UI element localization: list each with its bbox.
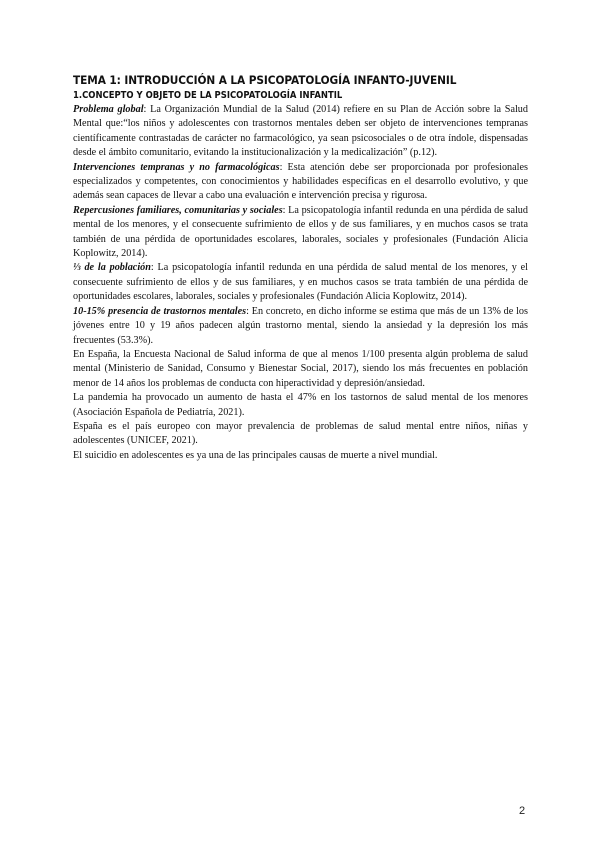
paragraph-tercio-poblacion [73, 261, 528, 304]
paragraph-presencia-trastornos [73, 305, 528, 348]
paragraph-text: La pandemia ha provocado un aumento de hasta el 47% en los tastornos de salud mental de los menores (Asociación Española de Pediatría, 2021). [73, 392, 528, 418]
paragraph-lead: Problema global [73, 104, 144, 115]
paragraph-lead: Repercusiones familiares, comunitarias y sociales [73, 204, 283, 216]
paragraph-text: : La psicopatología infantil redunda en una pérdida de salud mental de los menores, y el consecuente sufrimiento de ellos y de sus familiares, y en muchos casos se trata también de una pérdida de oportunidades escolares, laborales, sociales y profesionales (Fundación Alicia Koplowitz, 2014). [73, 204, 528, 260]
paragraph-text: España es el país europeo con mayor prevalencia de problemas de salud mental entre niños, niñas y adolescentes (UNICEF, 2021). [73, 420, 528, 447]
paragraph-text: : En concreto, en dicho informe se estima que más de un 13% de los jóvenes entre 10 y 19 años padecen algún trastorno mental, siendo la ansiedad y la depresión los más frecuentes (53.3%). [73, 305, 528, 346]
paragraph-problema-global [73, 103, 528, 161]
paragraph-suicidio [73, 449, 528, 463]
paragraph-lead: Intervenciones tempranas y no farmacológicas [73, 161, 280, 173]
paragraph-text: El suicidio en adolescentes es ya una de las principales causas de muerte a nivel mundial. [73, 449, 438, 461]
paragraph-pandemia [73, 391, 528, 420]
paragraph-intervenciones [73, 161, 528, 204]
paragraph-text: En España, la Encuesta Nacional de Salud informa de que al menos 1/100 presenta algún problema de salud mental (Ministerio de Sanidad, Consumo y Bienestar Social, 2017), siendo los más frecuentes en población menor de 14 años los problemas de conducta con hiperactividad y depresión/ansiedad. [73, 348, 528, 389]
paragraph-lead: ⅓ de la población [73, 262, 151, 274]
document-title: TEMA 1: INTRODUCCIÓN A LA PSICOPATOLOGÍA INFANTO-JUVENIL [73, 73, 457, 87]
page-number: 2 [519, 805, 526, 817]
paragraph-prevalencia-europa [73, 420, 528, 449]
paragraph-text: : La Organización Mundial de la Salud (2014) refiere en su Plan de Acción sobre la Salud Mental que:“los niños y adolescentes con trastornos mentales deben ser objeto de intervenciones tempranas científicamente contrastadas de carácter no farmacológico, ya sean psicosociales o de otra índole, dispensadas desde el ámbito comunitario, evitando la institucionalización y la medicalización” (p.12). [73, 104, 528, 159]
paragraph-repercusiones [73, 204, 528, 262]
document-page [73, 72, 528, 463]
paragraph-text: : La psicopatología infantil redunda en una pérdida de salud mental de los menores, y el consecuente sufrimiento de ellos y de sus familiares, y en muchos casos se trata también de una pérdida de oportunidades escolares, laborales, sociales y profesionales (Fundación Alicia Koplowitz, 2014). [73, 262, 528, 303]
paragraph-text: : Esta atención debe ser proporcionada por profesionales especializados y competentes, con conocimientos y habilidades específicas en el desarrollo evolutivo, y que además sean capaces de llevar a cabo una evaluación e intervención precisa y rigurosa. [73, 161, 528, 202]
paragraph-encuesta-espana [73, 348, 528, 391]
paragraph-lead: 10-15% presencia de trastornos mentales [73, 305, 247, 317]
section-heading: 1.CONCEPTO Y OBJETO DE LA PSICOPATOLOGÍA INFANTIL [73, 90, 343, 101]
